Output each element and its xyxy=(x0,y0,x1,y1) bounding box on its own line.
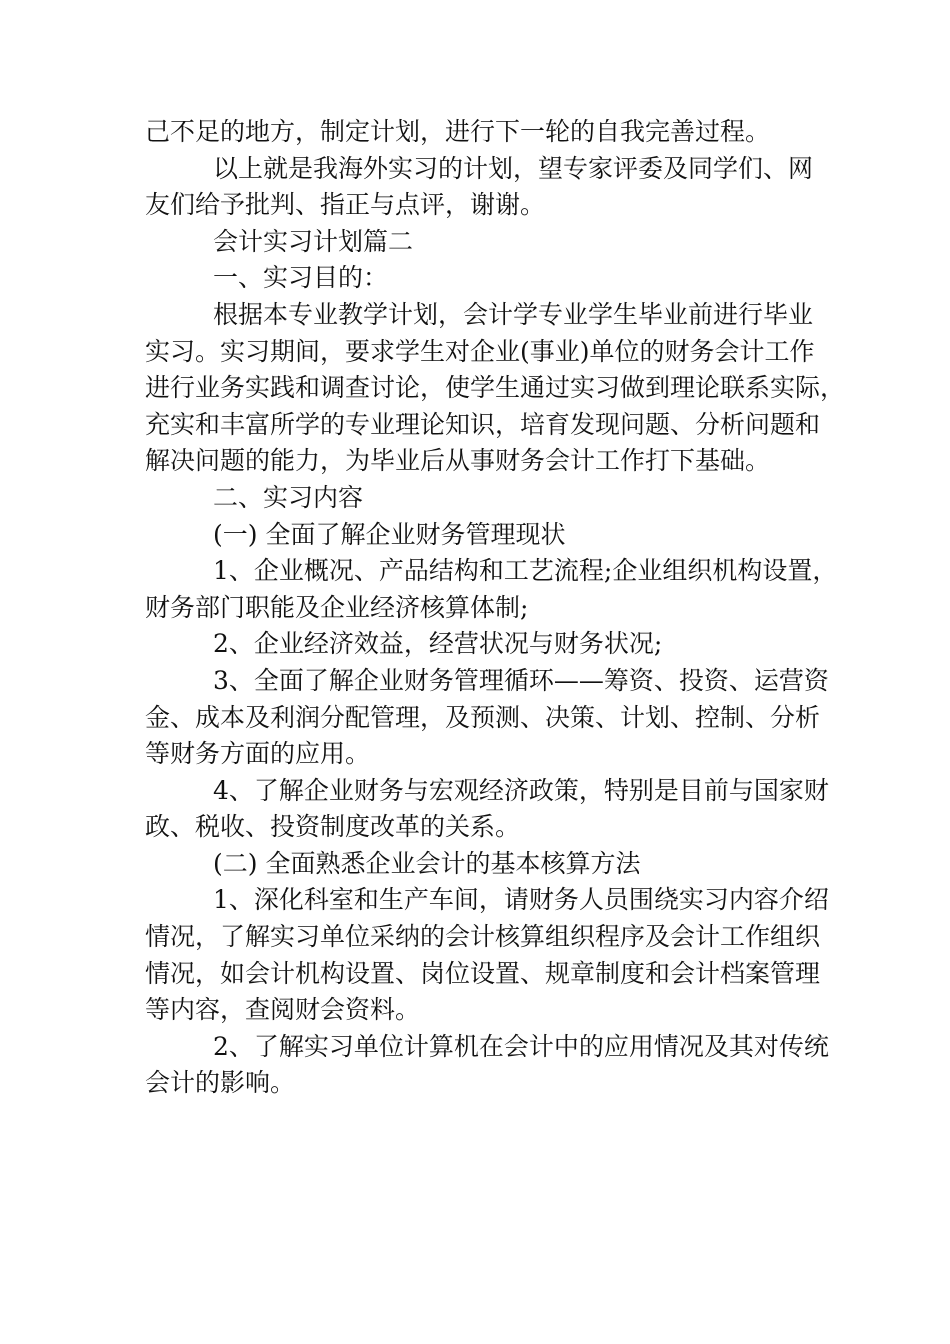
section-heading: 二、实习内容 xyxy=(213,482,364,512)
section-heading: 一、实习目的： xyxy=(213,263,389,293)
text-line: 根据本专业教学计划，会计学专业学生毕业前进行毕业 xyxy=(213,299,814,329)
document-body xyxy=(145,114,846,1102)
text-line: 进行业务实践和调查讨论，使学生通过实习做到理论联系实际， xyxy=(145,373,846,403)
text-line: 充实和丰富所学的专业理论知识，培育发现问题、分析问题和 xyxy=(145,409,821,439)
subsection-heading: (二) 全面熟悉企业会计的基本核算方法 xyxy=(213,848,641,878)
text-line: 实习。实习期间，要求学生对企业(事业)单位的财务会计工作 xyxy=(145,336,815,366)
section-title: 会计实习计划篇二 xyxy=(213,226,414,256)
text-line: 4、了解企业财务与宏观经济政策，特别是目前与国家财 xyxy=(213,775,829,805)
text-line: 情况，如会计机构设置、岗位设置、规章制度和会计档案管理 xyxy=(145,958,821,988)
text-line: 解决问题的能力，为毕业后从事财务会计工作打下基础。 xyxy=(145,446,771,476)
text-line: 财务部门职能及企业经济核算体制; xyxy=(145,592,529,622)
subsection-heading: (一) 全面了解企业财务管理现状 xyxy=(213,519,566,549)
text-line: 友们给予批判、指正与点评，谢谢。 xyxy=(145,190,546,220)
text-line: 政、税收、投资制度改革的关系。 xyxy=(145,812,521,842)
text-line: 等内容，查阅财会资料。 xyxy=(145,995,421,1025)
text-line: 2、企业经济效益，经营状况与财务状况; xyxy=(213,629,663,659)
text-line: 情况，了解实习单位采纳的会计核算组织程序及会计工作组织 xyxy=(145,922,821,952)
text-line: 以上就是我海外实习的计划，望专家评委及同学们、网 xyxy=(213,153,814,183)
text-line: 1、企业概况、产品结构和工艺流程;企业组织机构设置， xyxy=(213,556,838,586)
text-line: 1、深化科室和生产车间，请财务人员围绕实习内容介绍 xyxy=(213,885,829,915)
text-line: 3、全面了解企业财务管理循环——筹资、投资、运营资 xyxy=(213,665,829,695)
text-line: 等财务方面的应用。 xyxy=(145,739,371,769)
text-line: 己不足的地方，制定计划，进行下一轮的自我完善过程。 xyxy=(145,117,771,146)
text-line: 2、了解实习单位计算机在会计中的应用情况及其对传统 xyxy=(213,1031,829,1061)
text-line: 金、成本及利润分配管理，及预测、决策、计划、控制、分析 xyxy=(145,702,821,732)
text-line: 会计的影响。 xyxy=(145,1068,296,1098)
